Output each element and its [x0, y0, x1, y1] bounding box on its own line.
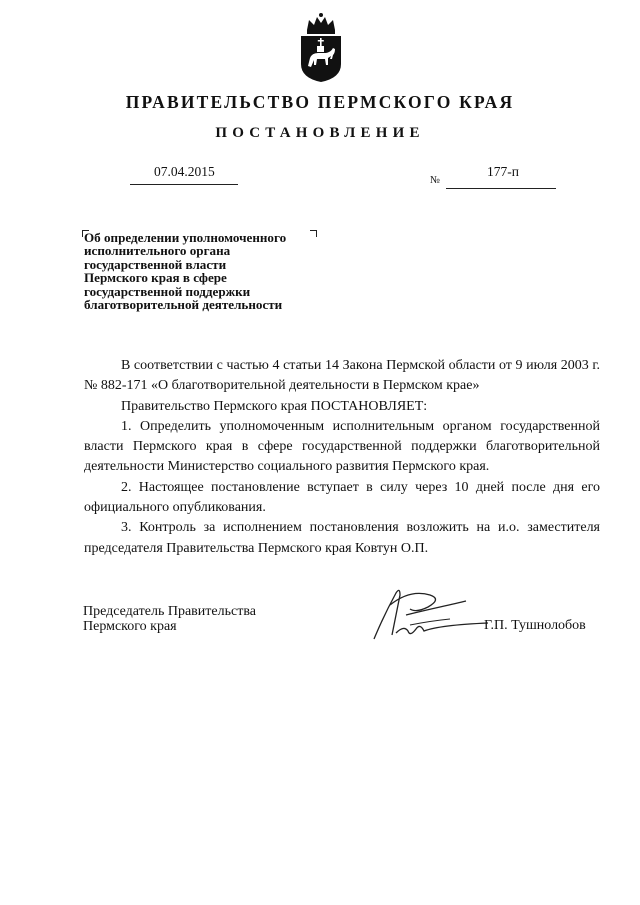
subject-line: государственной поддержки: [84, 283, 251, 299]
document-date: 07.04.2015: [154, 164, 215, 179]
subject-line: государственной власти: [84, 256, 227, 272]
document-body: [84, 356, 600, 559]
signatory-name: Г.П. Тушнолобов: [484, 618, 586, 633]
resolves-paragraph: Правительство Пермского края ПОСТАНОВЛЯЕТ:: [121, 398, 428, 414]
signatory-position: [83, 605, 256, 634]
subject-line: Об определении уполномоченного: [84, 230, 287, 245]
date-underline: [130, 184, 238, 185]
document-type: ПОСТАНОВЛЕНИЕ: [215, 125, 425, 141]
handwritten-signature: [370, 585, 500, 643]
preamble-paragraph: В соответствии с частью 4 статьи 14 Закона Пермской области от 9 июля 2003 г. № 882-171 «О благотворительной деятельности в Пермском крае»: [84, 358, 600, 394]
clause-3-paragraph: 3. Контроль за исполнением постановления возложить на и.о. заместителя председателя Правительства Пермского края Ковтун О.П.: [84, 520, 600, 556]
clause-1-paragraph: 1. Определить уполномоченным исполнительным органом государственной власти Пермского края в сфере государственной поддержки благотворительной деятельности Министерство социального развития Пермского края.: [84, 418, 600, 475]
number-sign: №: [430, 175, 441, 186]
position-line: Председатель Правительства: [83, 604, 256, 619]
subject-line: Пермского края в сфере: [84, 270, 227, 286]
government-title: ПРАВИТЕЛЬСТВО ПЕРМСКОГО КРАЯ: [125, 92, 515, 112]
number-underline: [446, 188, 556, 189]
subject-line: благотворительной деятельности: [84, 297, 283, 313]
subject-line: исполнительного органа: [84, 243, 231, 259]
position-line: Пермского края: [83, 618, 177, 634]
clause-2-paragraph: 2. Настоящее постановление вступает в силу через 10 дней после дня его официального опубликования.: [84, 479, 600, 516]
coat-of-arms-icon: [297, 12, 345, 84]
document-number: 177-п: [487, 164, 519, 179]
document-subject: [84, 231, 324, 311]
